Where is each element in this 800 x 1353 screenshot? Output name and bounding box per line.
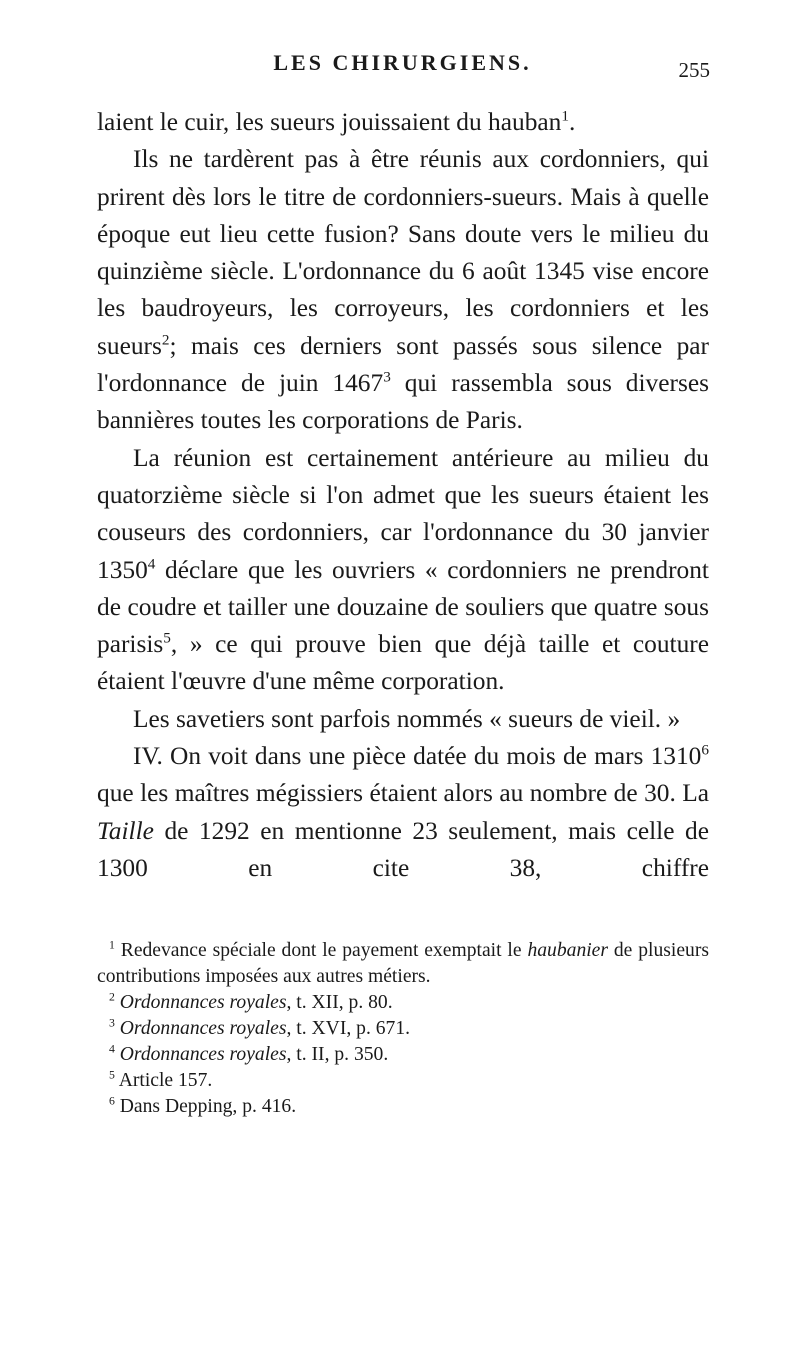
footnote-2 <box>97 990 709 1016</box>
footnote-italic: Ordonnances royales <box>119 1018 287 1039</box>
footnote-ref-6: 6 <box>701 741 709 759</box>
footnote-text-end: de plusieurs contributions imposées aux autres métiers. <box>97 940 709 987</box>
footnote-4 <box>97 1042 709 1068</box>
paragraph-5-text-a: IV. On voit dans une pièce datée du mois de mars 1310 <box>133 742 702 771</box>
paragraph-2-text-b: ; mais ces derniers sont passés sous silence par l'ordonnance de juin 1467 <box>97 331 709 398</box>
footnote-text: Article 157. <box>118 1070 213 1091</box>
footnote-text: Dans Depping, p. 416. <box>119 1096 297 1117</box>
paragraph-3-text-b: déclare que les ouvriers « cordonniers ne prendront de coudre et tailler une douzaine de souliers que quatre sous parisis <box>97 555 709 659</box>
footnote-1 <box>97 938 709 990</box>
footnote-ref-5: 5 <box>163 629 171 647</box>
paragraph-4: Les savetiers sont parfois nommés « sueurs de vieil. » <box>133 704 681 733</box>
footnote-number: 6 <box>109 1094 115 1108</box>
footnote-ref-4: 4 <box>147 555 156 573</box>
paragraph-3 <box>97 440 709 701</box>
page-header <box>95 50 710 90</box>
paragraph-1-end: . <box>568 108 576 136</box>
body-text <box>97 104 709 887</box>
footnote-text-end: , t. XII, p. 80. <box>286 992 393 1013</box>
footnote-3 <box>97 1016 709 1042</box>
paragraph-5-text-b: que les maîtres mégissiers étaient alors au nombre de 30. La <box>97 779 709 808</box>
paragraph-3-text-a: La réunion est certainement antérieure au milieu du quatorzième siècle si l'on admet que les sueurs étaient les couseurs des cordonniers, car l'ordonnance du 30 janvier 1350 <box>97 443 709 584</box>
footnote-text-end: , t. XVI, p. 671. <box>286 1018 411 1039</box>
paragraph-2-text-c: qui rassembla sous diverses bannières toutes les corporations de Paris. <box>97 369 709 435</box>
footnote-italic: haubanier <box>527 940 608 961</box>
footnote-ref-1: 1 <box>561 107 569 125</box>
footnote-italic: Ordonnances royales <box>119 992 287 1013</box>
footnote-6 <box>97 1094 709 1120</box>
paragraph-5-italic: Taille <box>97 816 154 845</box>
paragraph-5-text-c: de 1292 en mentionne 23 seulement, mais celle de 1300 en cite 38, chiffre <box>97 816 709 882</box>
paragraph-2 <box>97 141 709 439</box>
paragraph-1-text: laient le cuir, les sueurs jouissaient du hauban <box>97 108 562 136</box>
paragraph-2-text-a: Ils ne tardèrent pas à être réunis aux cordonniers, qui prirent dès lors le titre de cordonniers-sueurs. Mais à quelle époque eut lieu cette fusion? Sans doute vers le milieu du quinzième siècle. L'ordonnance du 6 août 1345 vise encore les baudroyeurs, les corroyeurs, les cordonniers et les sueurs <box>97 145 709 360</box>
footnote-number: 2 <box>109 990 115 1004</box>
footnote-5 <box>97 1068 709 1094</box>
footnote-number: 4 <box>109 1042 115 1056</box>
footnote-number: 3 <box>109 1016 115 1030</box>
running-head: LES CHIRURGIENS. <box>273 50 532 75</box>
paragraph-1 <box>97 104 709 141</box>
footnotes <box>97 938 709 1120</box>
page-number: 255 <box>678 58 710 82</box>
footnote-text-end: , t. II, p. 350. <box>286 1044 389 1065</box>
footnote-ref-3: 3 <box>383 368 391 386</box>
footnote-number: 5 <box>109 1068 115 1082</box>
paragraph-3-text-c: , » ce qui prouve bien que déjà taille et couture étaient l'œuvre d'une même corporation. <box>97 630 709 696</box>
footnote-ref-2: 2 <box>161 331 170 349</box>
footnote-number: 1 <box>109 938 115 952</box>
footnote-italic: Ordonnances royales <box>119 1044 287 1065</box>
paragraph-5 <box>97 738 709 887</box>
footnote-text: Redevance spéciale dont le payement exemptait le <box>120 940 528 961</box>
